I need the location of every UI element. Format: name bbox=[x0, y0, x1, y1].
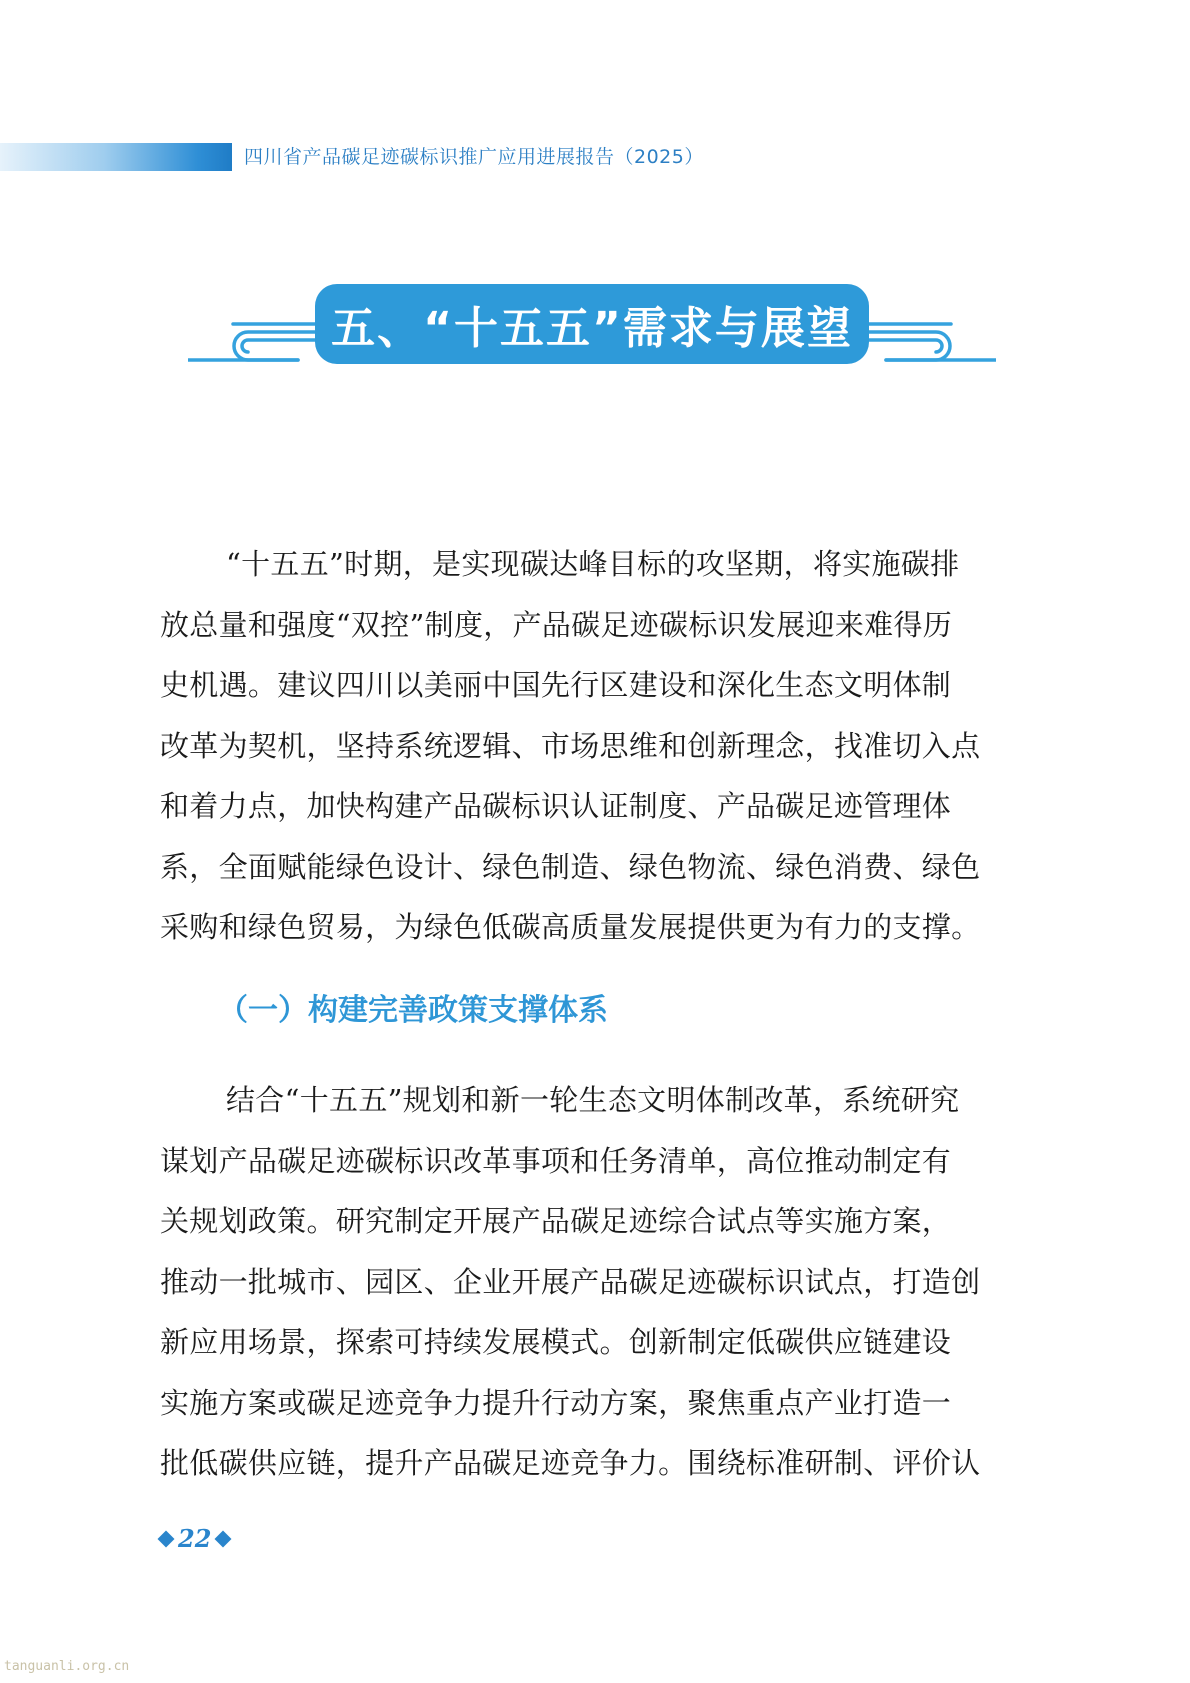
running-header bbox=[0, 143, 900, 171]
paragraph-line: 推动一批城市、园区、企业开展产品碳足迹碳标识试点，打造创 bbox=[160, 1264, 981, 1299]
page-number-text: 22 bbox=[178, 1524, 212, 1553]
paragraph-1 bbox=[160, 534, 1040, 958]
paragraph-line: 新应用场景，探索可持续发展模式。创新制定低碳供应链建设 bbox=[160, 1325, 952, 1359]
chapter-banner bbox=[188, 280, 996, 370]
paragraph-line: 实施方案或碳足迹竞争力提升行动方案，聚焦重点产业打造一 bbox=[160, 1385, 952, 1420]
paragraph-line: 和着力点，加快构建产品碳标识认证制度、产品碳足迹管理体 bbox=[160, 789, 952, 823]
section-heading: （一）构建完善政策支撑体系 bbox=[218, 993, 608, 1028]
paragraph-line: 谋划产品碳足迹碳标识改革事项和任务清单，高位推动制定有 bbox=[160, 1143, 952, 1178]
paragraph-line: 批低碳供应链，提升产品碳足迹竞争力。围绕标准研制、评价认 bbox=[160, 1446, 981, 1480]
line-text: “十五五”时期，是实现碳达峰目标的攻坚期，将实施碳排 bbox=[226, 547, 960, 581]
page-number bbox=[160, 1522, 229, 1556]
diamond-icon bbox=[215, 1531, 232, 1548]
header-gradient-bar bbox=[0, 143, 232, 171]
paragraph-line: 改革为契机，坚持系统逻辑、市场思维和创新理念，找准切入点 bbox=[160, 728, 981, 763]
paragraph-line bbox=[160, 1070, 1040, 1131]
chapter-title: 五、“十五五”需求与展望 bbox=[331, 303, 853, 354]
diamond-icon bbox=[158, 1531, 175, 1548]
paragraph-line: 关规划政策。研究制定开展产品碳足迹综合试点等实施方案， bbox=[160, 1204, 952, 1238]
running-title: 四川省产品碳足迹碳标识推广应用进展报告（2025） bbox=[244, 146, 704, 168]
chapter-title-pill bbox=[315, 284, 869, 364]
line-text: 结合“十五五”规划和新一轮生态文明体制改革，系统研究 bbox=[226, 1083, 960, 1117]
paragraph-line: 系，全面赋能绿色设计、绿色制造、绿色物流、绿色消费、绿色 bbox=[160, 849, 981, 884]
paragraph-line bbox=[160, 534, 1040, 595]
paragraph-line: 采购和绿色贸易，为绿色低碳高质量发展提供更为有力的支撑。 bbox=[160, 910, 981, 944]
paragraph-line: 史机遇。建议四川以美丽中国先行区建设和深化生态文明体制 bbox=[160, 668, 952, 702]
paragraph-2 bbox=[160, 1070, 1040, 1494]
watermark: tanguanli.org.cn bbox=[4, 1659, 130, 1674]
paragraph-line: 放总量和强度“双控”制度，产品碳足迹碳标识发展迎来难得历 bbox=[160, 607, 953, 642]
